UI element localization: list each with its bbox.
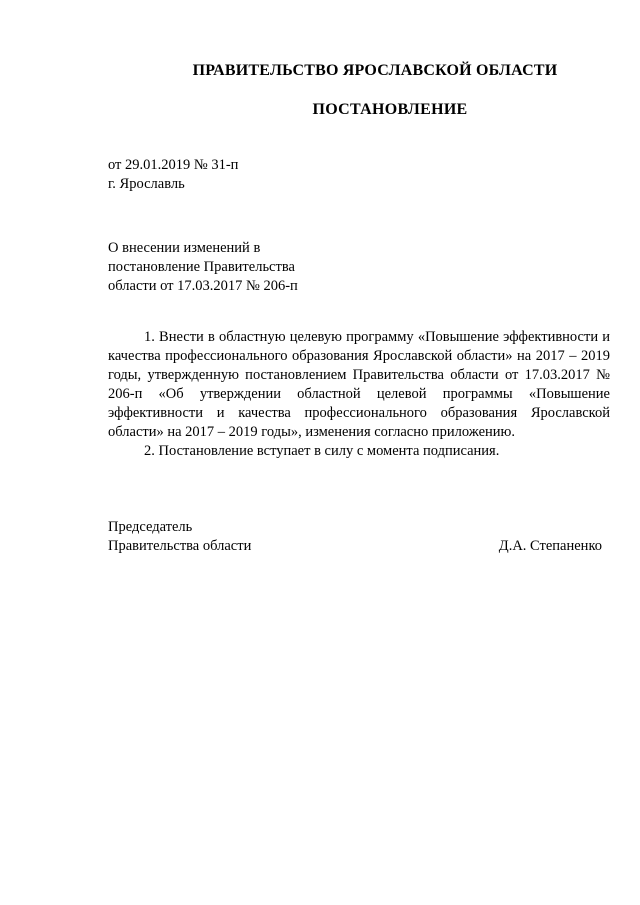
- signatory-title-line-1: Председатель: [108, 519, 193, 535]
- signatory-title-line-2: Правительства области: [108, 538, 252, 554]
- signatory-name: Д.А. Степаненко: [498, 538, 602, 554]
- subject-line: области от 17.03.2017 № 206-п: [108, 278, 298, 294]
- subject-line: постановление Правительства: [108, 259, 295, 275]
- document-body: [108, 328, 610, 461]
- body-paragraph-1: 1. Внести в областную целевую программу «Повышение эффективности и качества профессионального образования Ярославской области» на 2017 – 2019 годы, утвержденную постановлением Правительства области от 17.03.2017 № 206-п «Об утверждении областной целевой программы «Повышение эффективности и качества профессионального образования Ярославской области» на 2017 – 2019 годы», изменения согласно приложению.: [108, 329, 610, 440]
- signature-row: [108, 537, 602, 556]
- document-city: г. Ярославль: [108, 176, 185, 192]
- document-date-number: от 29.01.2019 № 31-п: [108, 157, 239, 173]
- document-type-heading: ПОСТАНОВЛЕНИЕ: [312, 101, 468, 118]
- signature-block: [108, 518, 602, 556]
- organization-heading: ПРАВИТЕЛЬСТВО ЯРОСЛАВСКОЙ ОБЛАСТИ: [192, 62, 558, 79]
- body-paragraph-2: 2. Постановление вступает в силу с момента подписания.: [144, 443, 500, 459]
- subject-line: О внесении изменений в: [108, 240, 261, 256]
- document-subject: [108, 239, 368, 296]
